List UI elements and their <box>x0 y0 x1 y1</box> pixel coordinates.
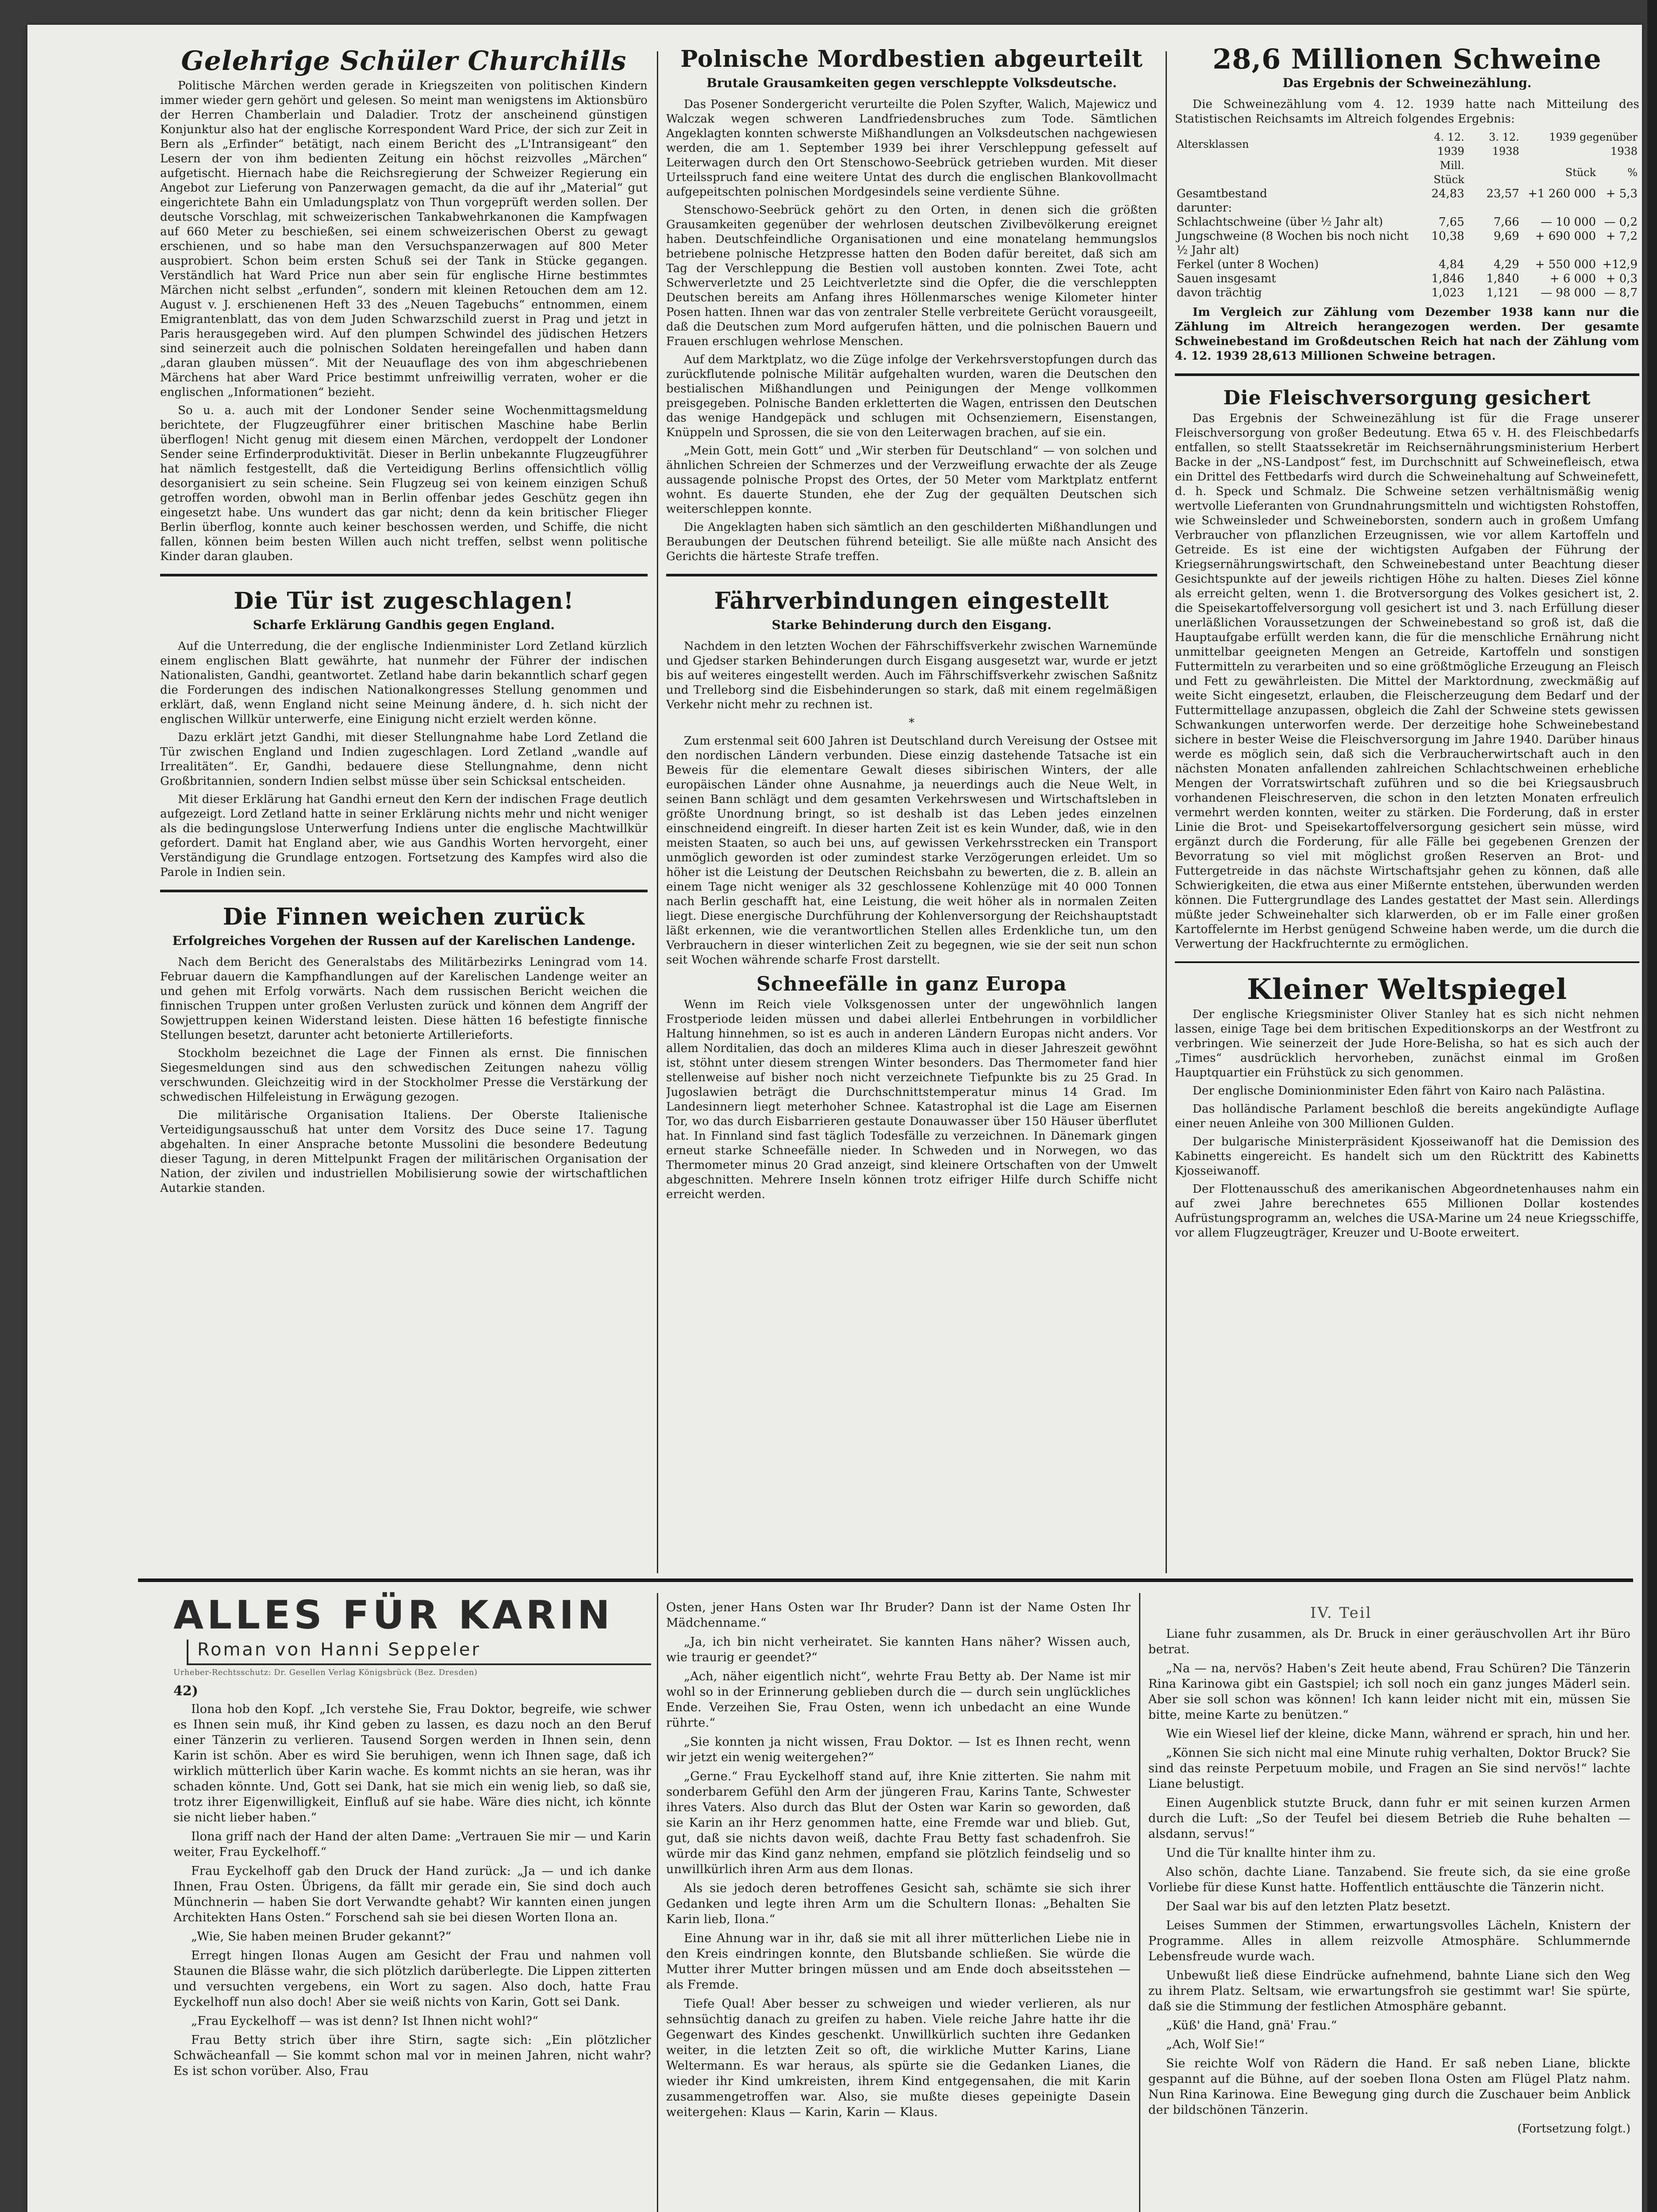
table-cell: 1,846 <box>1431 272 1465 285</box>
article-paragraph: Dazu erklärt jetzt Gandhi, mit dieser Stellungnahme habe Lord Zetland die Tür zwischen England und Indien zugeschlagen. Lord Zetland „wandle auf Irrealitäten“. Er, Gandhi, bedauere diese Stellungnahme, denn nicht Großbritannien, sondern Indien selbst müsse über sein Schicksal entscheiden. <box>160 731 648 788</box>
serial-paragraph: „Ja, ich bin nicht verheiratet. Sie kannten Hans näher? Wissen auch, wie traurig er geendet?“ <box>666 1635 1131 1664</box>
serial-paragraph: Als sie jedoch deren betroffenes Gesicht sah, schämte sie sich ihrer Gedanken und legte ihren Arm um die Schultern Ilonas: „Behalten Sie Karin lieb, Ilona.“ <box>666 1882 1131 1926</box>
table-cell: + 690 000 <box>1535 230 1596 243</box>
article-paragraph: Auf die Unterredung, die der englische Indienminister Lord Zetland kürzlich einem englischen Blatt gewährte, hat nunmehr der Führer der indischen Nationalisten, Gandhi, geantwortet. Zetland habe darin bekanntlich scharf gegen die Forderungen des indischen Nationalkongresses Stellung genommen und erklärt, daß, wenn England nicht seine Meinung ändere, d. h. sich nicht der englischen Willkür unterwerfe, eine Einigung nicht erzielt werden könne. <box>160 640 648 726</box>
divider <box>160 890 648 892</box>
table-row <box>1175 215 1639 229</box>
table-header-cell: Altersklassen <box>1177 138 1249 150</box>
article-paragraph: Das holländische Parlament beschloß die bereits angekündigte Auflage einer neuen Anleihe von 300 Millionen Gulden. <box>1175 1102 1639 1130</box>
table-row <box>1175 201 1639 215</box>
serial-column-2 <box>666 1600 1131 2212</box>
table-cell: 1,121 <box>1486 286 1519 300</box>
table-header-cell <box>1466 158 1521 187</box>
table-cell <box>1466 201 1521 215</box>
table-cell: darunter: <box>1177 201 1232 215</box>
serial-paragraph: Also schön, dachte Liane. Tanzabend. Sie freute sich, da sie eine große Vorliebe für diese Kunst hatte. Hoffentlich enttäuschte die Tänzerin nicht. <box>1148 1865 1630 1894</box>
serial-paragraph: Leises Summen der Stimmen, erwartungsvolles Lächeln, Knistern der Programme. Alles in allem reizvolle Atmosphäre. Schlummernde Lebensfreude wurde wach. <box>1148 1919 1630 1963</box>
article-subtitle: Starke Behinderung durch den Eisgang. <box>771 618 1052 632</box>
table-row <box>1175 286 1639 300</box>
serial-paragraph: Ilona hob den Kopf. „Ich verstehe Sie, Frau Doktor, begreife, wie schwer es Ihnen sein muß, ihr Kind geben zu lassen, es dazu noch an den Beruf einer Tänzerin zu verlieren. Tausend Sorgen werden in Ihnen sein, denn Karin ist schön. Aber es wird Sie beruhigen, wenn ich Ihnen sage, daß ich wirklich mütterlich über Karin wache. Es kommt nichts an sie heran, was ihr schaden könnte. Und, Gott sei Dank, hat sie mich ein wenig lieb, so daß sie, trotz ihrer Eigenwilligkeit, Einfluß auf sie habe. Wäre dies nicht, ich könnte sie nicht lieber haben.“ <box>173 1702 651 1824</box>
table-cell: davon trächtig <box>1177 286 1262 300</box>
serial-paragraph: „Na — na, nervös? Haben's Zeit heute abend, Frau Schüren? Die Tänzerin Rina Karinowa gibt ein Gastspiel; ich soll noch ein ganz junges Mäderl sein. Aber sie soll schon was können! Ich kann leider nicht mit ein, müssen Sie bitte, meine Karte zu benützen.“ <box>1148 1662 1630 1722</box>
serial-paragraph: „Ach, Wolf Sie!“ <box>1166 2038 1265 2051</box>
article-paragraph: „Mein Gott, mein Gott“ und „Wir sterben für Deutschland“ — von solchen und ähnlichen Schreien der Schmerzes und der Verzweiflung erwachte der als Zeuge aussagende polnische Propst des Ortes, der 50 Meter vom Marktplatz entfernt wohnt. Es dauerte Stunden, ehe der Zug der gequälten Deutschen sich weiterschleppen konnte. <box>666 444 1157 516</box>
divider <box>160 574 648 576</box>
article-paragraph: Wenn im Reich viele Volksgenossen unter der ungewöhnlich langen Frostperiode leiden müssen und dabei allerlei Entbehrungen in vorbildlicher Haltung hinnehmen, so ist es auch in anderen Ländern Europas nicht anders. Vor allem Norditalien, das doch an milderes Klima auch in dieser Jahreszeit gewöhnt ist, stöhnt unter diesem strengen Winter besonders. Das Thermometer fand hier stellenweise auf bisher noch nicht verzeichnete Tiefpunkte bis zu 25 Grad. In Jugoslawien beträgt die Durchschnittstemperatur minus 14 Grad. Im Landesinnern liegt meterhoher Schnee. Katastrophal ist die Lage am Eisernen Tor, wo das durch Eisbarrieren gestaute Donauwasser über 150 Häuser überflutet hat. In Finnland sind fast täglich Todesfälle zu verzeichnen. In Dänemark gingen erneut starke Schneefälle nieder. In Schweden und in Norwegen, wo das Thermometer minus 20 Grad anzeigt, sind kleinere Ortschaften von der Umwelt abgeschnitten. Mehrere Inseln können trotz eifriger Hilfe durch Schiffe nicht erreicht werden. <box>666 998 1157 1201</box>
table-header-cell: 3. 12. 1938 <box>1488 131 1519 157</box>
table-cell: +12,9 <box>1602 258 1638 271</box>
column-1 <box>160 43 648 1578</box>
table-row <box>1175 187 1639 201</box>
serial-author: Roman von Hanni Seppeler <box>187 1640 651 1665</box>
table-cell: Gesamtbestand <box>1177 187 1267 200</box>
serial-paragraph: Frau Eyckelhoff gab den Druck der Hand zurück: „Ja — und ich danke Ihnen, Frau Osten. Übrigens, da fällt mir gerade ein, Sie sind doch auch Münchnerin — haben Sie dort Verwandte gehabt? Wir kannten einen jungen Architekten Hans Osten.“ Forschend sah sie bei diesen Worten Ilona an. <box>173 1864 651 1924</box>
article-paragraph: Der englische Dominionminister Eden fährt von Kairo nach Palästina. <box>1193 1084 1605 1098</box>
table-cell: 9,69 <box>1493 230 1519 243</box>
table-cell: Ferkel (unter 8 Wochen) <box>1177 258 1319 271</box>
episode-label: IV. Teil <box>1310 1604 1372 1622</box>
newspaper-page <box>27 25 1642 2212</box>
pig-census-table <box>1175 130 1639 300</box>
table-cell <box>1598 201 1639 215</box>
article-paragraph: Nach dem Bericht des Generalstabs des Militärbezirks Leningrad vom 14. Februar dauern die Kampfhandlungen auf der Karelischen Landenge weiter an und gehen mit Erfolg vorwärts. Nach dem russischen Bericht weichen die finnischen Truppen unter großen Verlusten zurück und können dem Angriff der Sowjettruppen keinen Widerstand leisten. Diese hätten 16 befestigte finnische Stellungen besetzt, darunter acht betonierte Artillerieforts. <box>160 956 648 1042</box>
table-cell: + 5,3 <box>1606 187 1638 200</box>
article-subtitle: Das Ergebnis der Schweinezählung. <box>1282 76 1532 90</box>
article-paragraph: So u. a. auch mit der Londoner Sender seine Wochenmittagsmeldung berichtete, der Flugzeugführer einer britischen Maschine habe Berlin überflogen! Nicht genug mit diesem einen Märchen, verdoppelt der Londoner Sender seine Erfinderproduktivität. Dieser in Berlin unbekannte Flugzeugführer hat nämlich festgestellt, daß die Verteidigung Berlins offensichtlich völlig desorganisiert zu sein scheine. Sein Flugzeug sei von keinem einzigen Schuß getroffen worden, obwohl man in Berlin offenbar jedes Geschütz gegen ihn eingesetzt habe. Uns wundert das gar nicht; denn da kein britischer Flieger Berlin überflog, konnte auch keiner beschossen werden, und Schiffe, die nicht fallen, können beim besten Willen auch nicht treffen, selbst wenn politische Kinder daran glauben. <box>160 404 648 563</box>
article-paragraph: Politische Märchen werden gerade in Kriegszeiten von politischen Kindern immer wieder gern gehört und gelesen. So meint man wenigstens im Aktionsbüro der Herren Chamberlain und Daladier. Trotz der anscheinend günstigen Konjunktur also hat der englische Korrespondent Ward Price, der sich zur Zeit in Bern als „Erfinder“ betätigt, nach einem Bericht des „L'Intransigeant“ den Lesern der von ihm bedienten Zeitung ein höchst reizvolles „Märchen“ aufgetischt. Hiernach habe die Reichsregierung der Schweizer Regierung ein Angebot zur Lieferung von Panzerwagen gemacht, da die auf ihr „Material“ gut eingerichtete Bahn ein Umladungsplatz von Thun vorgeprüft werden sollen. Der deutsche Vorschlag, mit schweizerischen Tankabwehrkanonen die Kampfwagen auf 660 Meter zu beschießen, sei einem schweizerischen Oberst zu gewagt erschienen, und so habe man den Versuchspanzerwagen auf 800 Meter ausprobiert. Schon beim ersten Schuß sei der Tank in Stücke gegangen. Verständlich hat Ward Price nun aber sein für englische Hirne bestimmtes Märchen nicht selbst „erfunden“, sondern mit kleinen Retouchen dem am 12. August v. J. erschienenen Heft 33 des „Neuen Tagebuchs“ entnommen, einem Emigrantenblatt, das von dem Juden Schwarzschild zuerst in Prag und jetzt in Paris herausgegeben wird. Auf den plumpen Schwindel des jüdischen Hetzers sind seinerzeit auch die polnischen Soldaten hereingefallen und haben dann „daran glauben müssen“. Mit der Neuauflage des von ihm abgeschriebenen Märchens hat aber Ward Price bestimmt unfreiwillig verraten, woher er die englischen „Informationen“ bezieht. <box>160 79 648 399</box>
divider <box>1175 961 1639 963</box>
serial-paragraph: Frau Betty strich über ihre Stirn, sagte sich: „Ein plötzlicher Schwächeanfall — Sie kommt schon mal vor in meinen Jahren, nicht wahr? Es ist schon vorüber. Also, Frau <box>173 2033 651 2078</box>
serial-paragraph: Liane fuhr zusammen, als Dr. Bruck in einer geräuschvollen Art ihr Büro betrat. <box>1148 1627 1630 1656</box>
table-cell: +1 260 000 <box>1527 187 1596 200</box>
table-row <box>1175 257 1639 272</box>
table-cell: 4,84 <box>1438 258 1465 271</box>
serial-paragraph: Wie ein Wiesel lief der kleine, dicke Mann, während er sprach, hin und her. <box>1166 1727 1630 1741</box>
article-subtitle: Erfolgreiches Vorgehen der Russen auf der Karelischen Landenge. <box>172 933 636 948</box>
table-cell: + 0,3 <box>1606 272 1638 285</box>
article-paragraph: Die Angeklagten haben sich sämtlich an den geschilderten Mißhandlungen und Beraubungen der Deutschen führend beteiligt. Sie alle müßte nach Ansicht des Gerichts die härteste Strafe treffen. <box>666 521 1157 563</box>
table-cell: — 98 000 <box>1540 286 1596 300</box>
article-title: Polnische Mordbestien abgeurteilt <box>680 46 1143 73</box>
article-paragraph: Zum erstenmal seit 600 Jahren ist Deutschland durch Vereisung der Ostsee mit den nordischen Ländern verbunden. Diese einzig dastehende Tatsache ist ein Beweis für die elementare Gewalt dieses sibirischen Winters, der alle europäischen Länder ohne Ausnahme, ja neuerdings auch die Neue Welt, in seinen Bann schlägt und dem gesamten Verkehrswesen und Wirtschaftsleben in größte Unordnung bringt, so ist deshalb ist das Leben jedes einzelnen einschneidend eingreift. In dieser harten Zeit ist es kein Wunder, daß, wie in den meisten Staaten, so auch bei uns, auf gewissen Verkehrsstrecken ein Transport unmöglich geworden ist oder zumindest starke Verzögerungen erleidet. Um so höher ist die Leistung der Deutschen Reichsbahn zu bewerten, die z. B. allein an einem Tage nicht weniger als 32 geschlossene Kohlenzüge mit 40 000 Tonnen nach Berlin geschafft hat, eine Leistung, die weit höher als in normalen Zeiten liegt. Diese energische Durchführung der Kohlenversorgung der Reichshauptstadt läßt erkennen, wie die verantwortlichen Stellen alles Erdenkliche tun, um den Verbrauchern in dieser winterlichen Zeit zu begegnen, wie sie der seit nun schon seit Wochen währende scharfe Frost darstellt. <box>666 734 1157 967</box>
column-3 <box>1175 43 1639 1578</box>
serial-paragraph: „Sie konnten ja nicht wissen, Frau Doktor. — Ist es Ihnen recht, wenn wir jetzt ein wenig weitergehen?“ <box>666 1735 1131 1764</box>
copyright-note: Urheber-Rechtsschutz: Dr. Gesellen Verlag Königsbrück (Bez. Dresden) <box>173 1668 478 1677</box>
table-row <box>1175 229 1639 257</box>
serial-paragraph: „Ach, näher eigentlich nicht“, wehrte Frau Betty ab. Der Name ist mir wohl so in der Erinnerung geblieben durch die — durch sein unglückliches Ende. Verzeihen Sie, Frau Osten, wenn ich unbedacht an eine Wunde rührte.“ <box>666 1670 1131 1730</box>
table-cell: — 0,2 <box>1604 215 1638 229</box>
article-title: Gelehrige Schüler Churchills <box>181 46 627 77</box>
column-rule <box>657 1593 658 2212</box>
serial-paragraph: Eine Ahnung war in ihr, daß sie mit all ihrer mütterlichen Liebe nie in den Kreis eindringen konnte, den Blutsbande schließen. Sie würde die Mutter ihrer Mutter bringen müssen und am Ende doch abseitsstehen — als Fremde. <box>666 1932 1131 1992</box>
serial-paragraph: Und die Tür knallte hinter ihm zu. <box>1166 1846 1376 1860</box>
table-header-row <box>1175 158 1639 187</box>
article-title: Fährverbindungen eingestellt <box>714 588 1109 614</box>
serial-paragraph: Erregt hingen Ilonas Augen am Gesicht der Frau und nahmen voll Staunen die Blässe wahr, die sich plötzlich darüberlegte. Die Lippen zitterten und versuchten vergebens, ein Wort zu sagen. Also doch, hatte Frau Eyckelhoff nun also doch! Aber sie weiß nichts von Karin, Gott sei Dank. <box>173 1949 651 2009</box>
serial-divider <box>138 1578 1633 1582</box>
table-cell: — 10 000 <box>1540 215 1596 229</box>
table-cell: 1,023 <box>1431 286 1465 300</box>
article-paragraph: Die Schweinezählung vom 4. 12. 1939 hatte nach Mitteilung des Statistischen Reichsamts im Altreich folgendes Ergebnis: <box>1175 98 1639 126</box>
table-header-row <box>1175 130 1639 158</box>
column-rule <box>657 51 658 1573</box>
table-cell: + 6 000 <box>1550 272 1596 285</box>
article-subtitle: Brutale Grausamkeiten gegen verschleppte Volksdeutsche. <box>706 76 1117 90</box>
serial-paragraph: Einen Augenblick stutzte Bruck, dann fuhr er mit seinen kurzen Armen durch die Luft: „So der Teufel bei diesem Betrieb die Ruhe behalten — alsdann, servus!“ <box>1148 1796 1630 1841</box>
serial-paragraph: Der Saal war bis auf den letzten Platz besetzt. <box>1166 1900 1451 1913</box>
table-row <box>1175 272 1639 286</box>
column-rule <box>1139 1593 1140 2212</box>
serial-paragraph: „Frau Eyckelhoff — was ist denn? Ist Ihnen nicht wohl?“ <box>191 2014 539 2028</box>
serial-paragraph: „Können Sie sich nicht mal eine Minute ruhig verhalten, Doktor Bruck? Sie sind das reinste Perpetuum mobile, und Fragen an Sie sind nervös!“ lachte Liane belustigt. <box>1148 1746 1630 1791</box>
article-paragraph: Nachdem in den letzten Wochen der Fährschiffsverkehr zwischen Warnemünde und Gjedser starken Behinderungen durch Eisgang ausgesetzt war, wurde er jetzt bis auf weiteres eingestellt werden. Auch im Fährschiffsverkehr zwischen Saßnitz und Trelleborg sind die Eisbehinderungen so stark, daß mit einem regelmäßigen Verkehr nicht mehr zu rechnen ist. <box>666 640 1157 711</box>
divider <box>1175 373 1639 376</box>
table-cell: 4,29 <box>1493 258 1519 271</box>
continuation-note: (Fortsetzung folgt.) <box>1517 2122 1630 2135</box>
table-cell: 10,38 <box>1431 230 1465 243</box>
article-title: Die Fleischversorgung gesichert <box>1223 387 1591 409</box>
article-title: Schneefälle in ganz Europa <box>756 973 1067 995</box>
article-paragraph: Stenschowo-Seebrück gehört zu den Orten, in denen sich die größten Grausamkeiten gegenüber der wehrlosen deutschen Zivilbevölkerung ereignet haben. Deutschfeindliche Organisationen und eine monatelang hemmungslos betriebene polnische Hetzpresse hatten den Boden dafür bereitet, daß sich am Tag der Verschleppung die Bestien voll austoben konnten. Zwei Tote, acht Schwerverletzte und 25 Leichtverletzte sind die Opfer, die die verschleppten Deutschen bereits am Anfang ihres Höllenmarsches wenige Kilometer hinter Posen hatten. Ihnen war das von zentraler Stelle verbreitete Gerücht vorausgeeilt, daß die Deutschen zum Mord aufgerufen hätten, und die polnischen Bauern und Frauen erschlugen wehrlose Menschen. <box>666 204 1157 348</box>
serial-paragraph: Unbewußt ließ diese Eindrücke aufnehmend, bahnte Liane sich den Weg zu ihrem Platz. Seltsam, wie erwartungsfroh sie gestimmt war! Sie spürte, daß sie die Stimmung der festlichen Atmosphäre gebannt. <box>1148 1969 1630 2013</box>
article-title: 28,6 Millionen Schweine <box>1212 43 1602 75</box>
table-cell: 24,83 <box>1431 187 1465 200</box>
serial-paragraph: „Wie, Sie haben meinen Bruder gekannt?“ <box>191 1930 452 1943</box>
serial-paragraph: Sie reichte Wolf von Rädern die Hand. Er saß neben Liane, blickte gespannt auf die Bühne, auf der soeben Ilona Osten am Flügel Platz nahm. Nun Rina Karinowa. Eine Bewegung ging durch die Zuschauer beim Anblick der bildschönen Tänzerin. <box>1148 2057 1630 2117</box>
table-cell: 1,840 <box>1486 272 1519 285</box>
article-title: Kleiner Weltspiegel <box>1247 973 1568 1006</box>
serial-column-3 <box>1148 1626 1630 2212</box>
table-header-cell <box>1175 158 1411 187</box>
article-paragraph: Der englische Kriegsminister Oliver Stanley hat es sich nicht nehmen lassen, einige Tage bei dem britischen Expeditionskorps an der Westfront zu verbringen. Wie seinerzeit der Jude Hore-Belisha, so hat es sich auch der „Times“ ausdrücklich hervorheben, zunächst einmal im Großen Hauptquartier ein Frühstück zu sich genommen. <box>1175 1008 1639 1079</box>
article-paragraph: Stockholm bezeichnet die Lage der Finnen als ernst. Die finnischen Siegesmeldungen sind aus den schwedischen Zeitungen nahezu völlig verschwunden. Gleichzeitig wird in der Stockholmer Presse die Verstärkung der schwedischen Hilfeleistung in Erwägung gezogen. <box>160 1047 648 1104</box>
scan-edge <box>1647 0 1657 2212</box>
serial-column-1 <box>173 1591 651 2212</box>
table-header-cell: Mill. Stück <box>1433 159 1465 186</box>
table-header-cell: 1939 gegenüber 1938 <box>1549 131 1638 157</box>
article-paragraph: Im Vergleich zur Zählung vom Dezember 1938 kann nur die Zählung im Altreich herangezogen werden. Der gesamte Schweinebestand im Großdeutschen Reich hat nach der Zählung vom 4. 12. 1939 28,613 Millionen Schweine betragen. <box>1175 306 1639 363</box>
table-cell: 23,57 <box>1486 187 1519 200</box>
serial-title: ALLES FÜR KARIN <box>173 1592 614 1638</box>
table-header-cell: Stück <box>1565 166 1596 179</box>
table-cell: + 7,2 <box>1606 230 1638 243</box>
table-cell: 7,65 <box>1438 215 1465 229</box>
table-cell: + 550 000 <box>1535 258 1596 271</box>
article-paragraph: Der bulgarische Ministerpräsident Kjosseiwanoff hat die Demission des Kabinetts eingereicht. Es handelt sich um den Rücktritt des Kabinetts Kjosseiwanoff. <box>1175 1135 1639 1178</box>
table-header-cell: % <box>1627 166 1638 179</box>
serial-paragraph: „Gerne.“ Frau Eyckelhoff stand auf, ihre Knie zitterten. Sie nahm mit sonderbarem Gefühl den Arm der jüngeren Frau, Karins Tante, Schwester ihres Vaters. Also durch das Blut der Osten war Karin so geworden, daß sie Karin an ihr Herz genommen hatte, eine Fremde war und blieb. Gut, gut, daß sie nichts davon weiß, dachte Frau Betty fast schadenfroh. Sie würde mir das Kind ganz nehmen, empfand sie plötzlich feindselig und so unwillkürlich ihren Arm aus dem Ilonas. <box>666 1770 1131 1876</box>
column-rule <box>1166 51 1167 1573</box>
table-cell: Schlachtschweine (über ½ Jahr alt) <box>1177 215 1383 229</box>
serial-paragraph: Osten, jener Hans Osten war Ihr Bruder? Dann ist der Name Osten Ihr Mädchenname.“ <box>666 1601 1131 1630</box>
article-paragraph: Die militärische Organisation Italiens. Der Oberste Italienische Verteidigungsausschuß hat unter dem Vorsitz des Duce seine 17. Tagung abgehalten. In einer Ansprache betonte Mussolini die besondere Bedeutung dieser Tagung, in deren Mittelpunkt Fragen der militärischen Organisation der Nation, der zivilen und industriellen Mobilisierung sowie der wirtschaftlichen Autarkie standen. <box>160 1109 648 1195</box>
table-cell: 7,66 <box>1493 215 1519 229</box>
section-ornament: * <box>909 716 915 730</box>
serial-paragraph: Tiefe Qual! Aber besser zu schweigen und wieder verlieren, als nur sehnsüchtig danach zu greifen zu haben. Viele reiche Jahre hatte ihr die Gegenwart des Kindes geschenkt. Unwillkürlich suchten ihre Gedanken weiter, in die letzten Zeit so oft, die wirkliche Mutter Karins, Liane Weltermann. Es war heraus, als spürte sie die Gedanken Lianes, die wieder ihr Kind umkreisten, ihrem Kind entgegensahen, die mit Karin zusammengetroffen war. Also, sie mußte dieses gepeinigte Dasein weitergehen: Klaus — Karin, Karin — Klaus. <box>666 1997 1131 2119</box>
table-cell: — 8,7 <box>1604 286 1638 300</box>
table-cell <box>1411 201 1466 215</box>
column-2 <box>666 43 1157 1578</box>
article-title: Die Tür ist zugeschlagen! <box>234 588 574 614</box>
table-cell: Jungschweine (8 Wochen bis noch nicht ½ Jahr alt) <box>1177 230 1409 257</box>
serial-paragraph: Ilona griff nach der Hand der alten Dame: „Vertrauen Sie mir — und Karin weiter, Frau Eyckelhoff.“ <box>173 1830 651 1859</box>
table-header-cell: 4. 12. 1939 <box>1434 131 1465 157</box>
article-paragraph: Mit dieser Erklärung hat Gandhi erneut den Kern der indischen Frage deutlich aufgezeigt. Lord Zetland hatte in seiner Erklärung nichts mehr und nicht weniger als die bedingungslose Unterwerfung Indiens unter die englische Machtwillkür gefordert. Damit hat England aber, wie aus Gandhis Worten hervorgeht, einer Verständigung die Grundlage entzogen. Fortsetzung des Kampfes wird also die Parole in Indien sein. <box>160 793 648 879</box>
divider <box>666 574 1157 576</box>
article-paragraph: Das Ergebnis der Schweinezählung ist für die Frage unserer Fleischversorgung von großer Bedeutung. Etwa 65 v. H. des Fleischbedarfs entfallen, so stellt Staatssekretär im Reichsernährungsministerium Herbert Backe in der „NS-Landpost“ fest, im Durchschnitt auf Schweinefleisch, etwa ein Drittel des Fettbedarfs wird durch die Schweinehaltung auf Schweinefett, d. h. Speck und Schmalz. Die Schweine setzen verhältnismäßig wenig wertvolle Lieferanten von Grundnahrungsmitteln und wichtigsten Rohstoffen, wie Schweinsleder und Schweineborsten, sondern auch in großem Umfang Verbraucher von pflanzlichen Erzeugnissen, wie vor allem Kartoffeln und Getreide. Es ist eine der wichtigsten Aufgaben der Führung der Kriegsernährungswirtschaft, den Schweinebestand unter Beachtung dieser Gesichtspunkte auf der jeweils richtigen Höhe zu halten. Dieses Ziel könne als erreicht gelten, wenn 1. die Brotversorgung des Volkes gesichert ist, 2. die Speisekartoffelversorgung voll gesichert ist und 3. nach Erfüllung dieser unerläßlichen Voraussetzungen der Schweinebestand so groß ist, daß die Hauptaufgabe erfüllt werden kann, die für die menschliche Ernährung nicht unmittelbar geeigneten Mengen an Getreide, Kartoffeln und sonstigen Futtermitteln zu verarbeiten und so eine größtmögliche Erzeugung an Fleisch und Fett zu gewährleisten. Die Mittel der Marktordnung, zweckmäßig auf weite Sicht eingesetzt, erlauben, die Fleischerzeugung dem Bedarf und der Futtermittellage anzupassen, obgleich die Zahl der Schweine stets gewissen Schwankungen unterworfen werde. Der derzeitige hohe Schweinebestand sichere in bester Weise die Fleischversorgung im Jahre 1940. Darüber hinaus werde es möglich sein, daß sich die Verbraucherwirtschaft auch in den nächsten Monaten anfallenden zahlreichen Schlachtschweinen erhebliche Mengen der Vorratswirtschaft zuführen und so die bei Kriegsausbruch vorhandenen Fleischreserven, die schon in den letzten Monaten erfreulich vermehrt werden konnten, weiter zu stärken. Die Forderung, daß in erster Linie die Brot- und Speisekartoffelversorgung gesichert sein müsse, wird ergänzt durch die Forderung, für alle Fälle bei gegebenen Grenzen der Bevorratung so viel mit möglichst großen Reserven an Brot- und Futtergetreide in das nächste Wirtschaftsjahr gehen zu können, daß alle Schwierigkeiten, die etwa aus einer Mißernte entstehen, überwunden werden können. Die Futtergrundlage des Landes gestattet der Mast sein. Allerdings müßte jeder Schweinehalter sich klarwerden, ob er im Falle einer großen Kartoffelernte im Herbst genügend Schweine haben werde, um die durch die Verwertung der Hackfruchternte zu ermöglichen. <box>1175 412 1639 951</box>
table-cell: Sauen insgesamt <box>1177 272 1276 285</box>
serial-paragraph: „Küß' die Hand, gnä' Frau.“ <box>1166 2019 1337 2032</box>
article-paragraph: Der Flottenausschuß des amerikanischen Abgeordnetenhauses nahm ein auf zwei Jahre berechnetes 655 Millionen Dollar kostendes Aufrüstungsprogramm an, welches die USA-Marine um 24 neue Kriegsschiffe, vor allem Flugzeugträger, Kreuzer und U-Boote erweitert. <box>1175 1183 1639 1240</box>
article-paragraph: Auf dem Marktplatz, wo die Züge infolge der Verkehrsverstopfungen durch das zurückflutende polnische Militär aufgehalten wurden, waren die Deutschen den bestialischen Mißhandlungen und Peinigungen der Menge vollkommen preisgegeben. Polnische Banden erkletterten die Wagen, entrissen den Deutschen das wenige Handgepäck und schlugen mit Ochsenziemern, Eisenstangen, Knüppeln und Sprossen, die sie von den Leiterwagen brachen, auf sie ein. <box>666 353 1157 439</box>
table-cell <box>1521 201 1598 215</box>
article-paragraph: Das Posener Sondergericht verurteilte die Polen Szyfter, Walich, Majewicz und Walczak wegen schweren Landfriedensbruches zum Tode. Sämtlichen Angeklagten konnten schwerste Mißhandlungen an Volksdeutschen nachgewiesen werden, die am 1. September 1939 bei ihrer Verschleppung gefesselt auf Leiterwagen durch den Ort Stenschowo-Seebrück getrieben wurden. Mit dieser Urteilsspruch fand eine weitere Untat des durch die englischen Blankovollmacht aufgepeitschten polnischen Mordgesindels seine verdiente Sühne. <box>666 98 1157 199</box>
article-subtitle: Scharfe Erklärung Gandhis gegen England. <box>253 618 555 632</box>
article-title: Die Finnen weichen zurück <box>222 903 585 930</box>
installment-number: 42) <box>173 1683 198 1699</box>
